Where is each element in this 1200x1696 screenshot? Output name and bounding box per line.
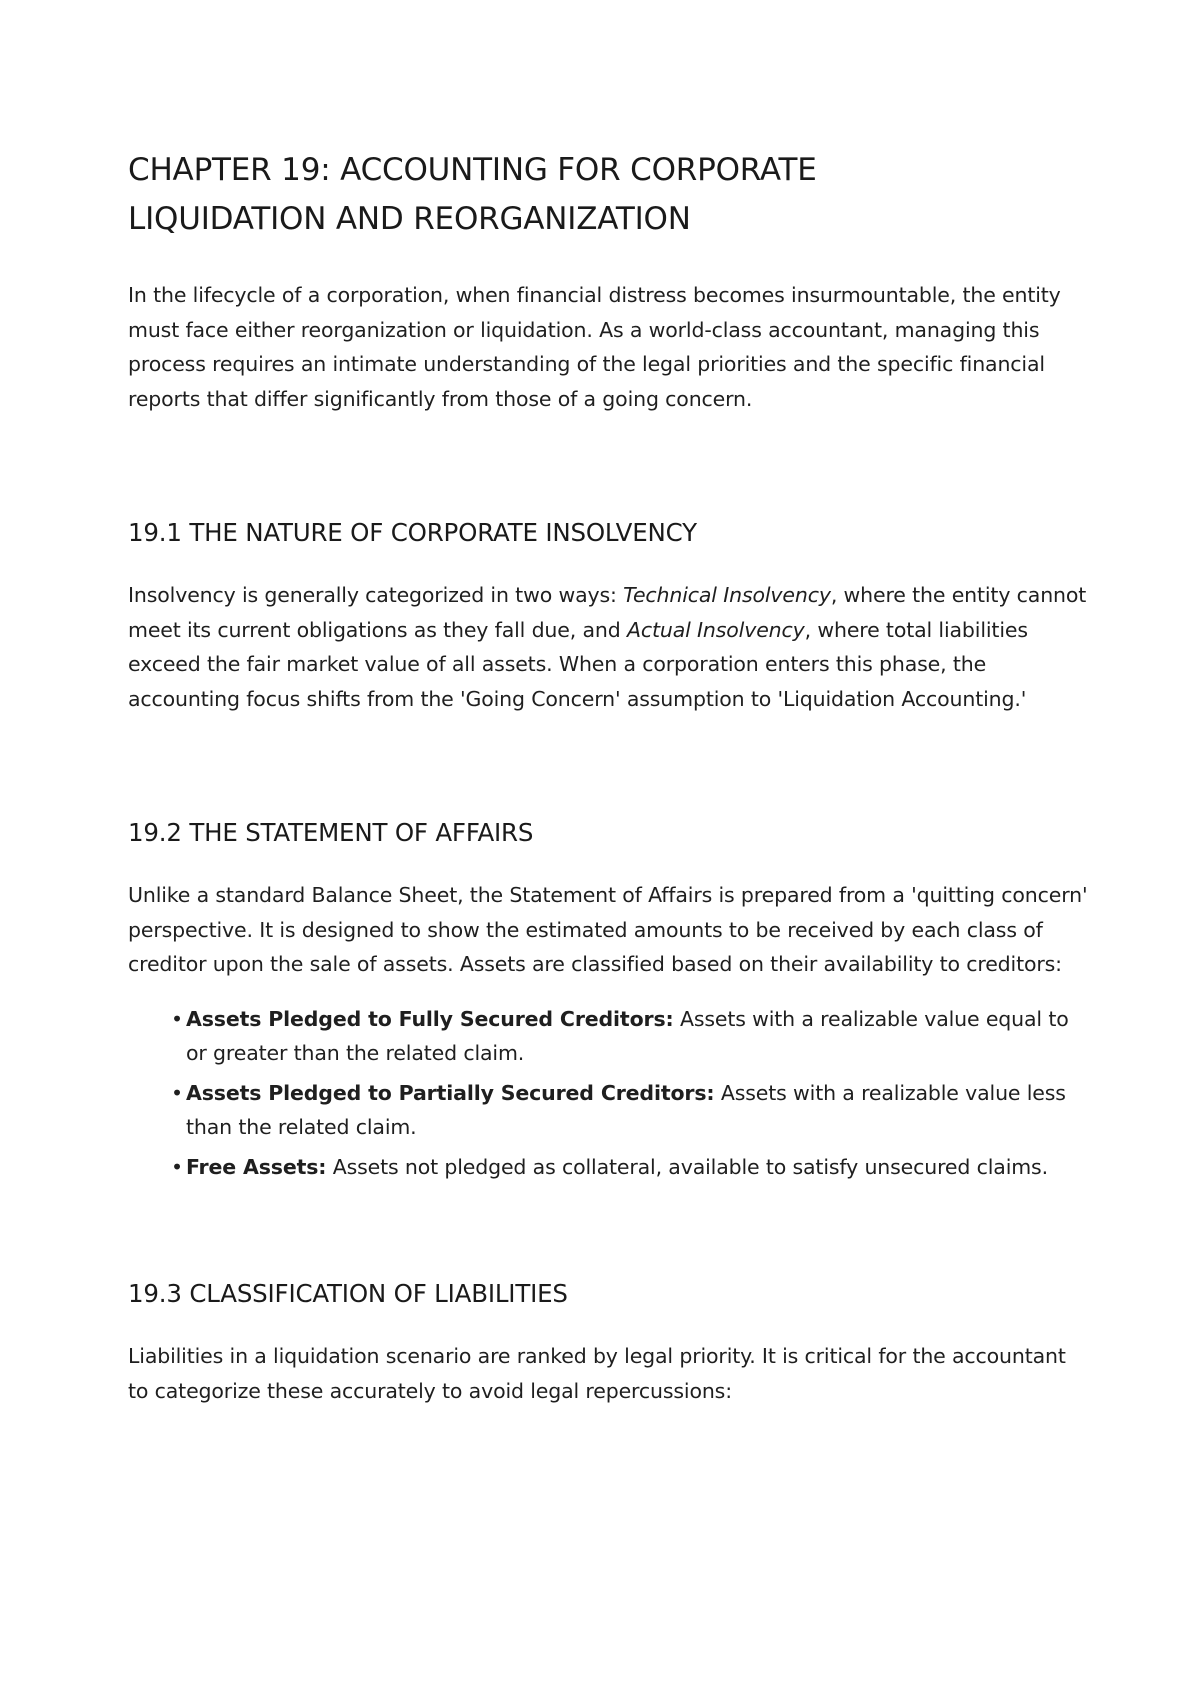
text-segment: , where the entity cannot meet its current obligations as they fall due, and [128,583,1087,642]
text-segment: Insolvency is generally categorized in two ways: [128,583,624,607]
bullet-icon: • [171,1154,183,1179]
list-item-term: Assets Pledged to Partially Secured Creditors: [186,1080,715,1105]
document-page [128,146,1088,1408]
list-item-term: Free Assets: [186,1154,327,1179]
section-heading-19-1: 19.1 THE NATURE OF CORPORATE INSOLVENCY [128,518,697,547]
chapter-title-line-2: LIQUIDATION AND REORGANIZATION [128,201,691,237]
section-19-2-paragraph: Unlike a standard Balance Sheet, the Statement of Affairs is prepared from a 'quitting concern' perspective. It is designed to show the estimated amounts to be received by each class of creditor upon the sale of assets. Assets are classified based on their availability to creditors: [128,883,1088,976]
list-item [171,1150,1088,1185]
list-item-term: Assets Pledged to Fully Secured Creditors: [186,1006,674,1031]
bullet-icon: • [171,1006,183,1031]
chapter-title [128,146,1088,244]
text-segment: , where total liabilities exceed the fair market value of all assets. When a corporation enters this phase, the accounting focus shifts from the 'Going Concern' assumption to 'Liquidation Accounting.' [128,617,1028,711]
bullet-icon: • [171,1080,183,1105]
list-item-text: Assets not pledged as collateral, available to satisfy unsecured claims. [326,1154,1048,1179]
list-item-text: Assets with a realizable value less than the related claim. [186,1080,1066,1139]
section-19-3-paragraph: Liabilities in a liquidation scenario are ranked by legal priority. It is critical for the accountant to categorize these accurately to avoid legal repercussions: [128,1344,1066,1403]
list-item [171,1076,1088,1145]
section-heading-19-2: 19.2 THE STATEMENT OF AFFAIRS [128,818,534,847]
list-item-text: Assets with a realizable value equal to or greater than the related claim. [186,1006,1069,1065]
term-actual-insolvency: Actual Insolvency [626,617,805,642]
list-item [171,1002,1088,1071]
chapter-title-line-1: CHAPTER 19: ACCOUNTING FOR CORPORATE [128,152,817,188]
intro-paragraph: In the lifecycle of a corporation, when financial distress becomes insurmountable, the entity must face either reorganization or liquidation. As a world-class accountant, managing this process requires an intimate understanding of the legal priorities and the specific financial reports that differ significantly from those of a going concern. [128,283,1061,411]
section-19-1-paragraph [128,578,1088,716]
asset-classification-list [128,1002,1088,1185]
term-technical-insolvency: Technical Insolvency [623,583,831,607]
section-heading-19-3: 19.3 CLASSIFICATION OF LIABILITIES [128,1279,568,1308]
